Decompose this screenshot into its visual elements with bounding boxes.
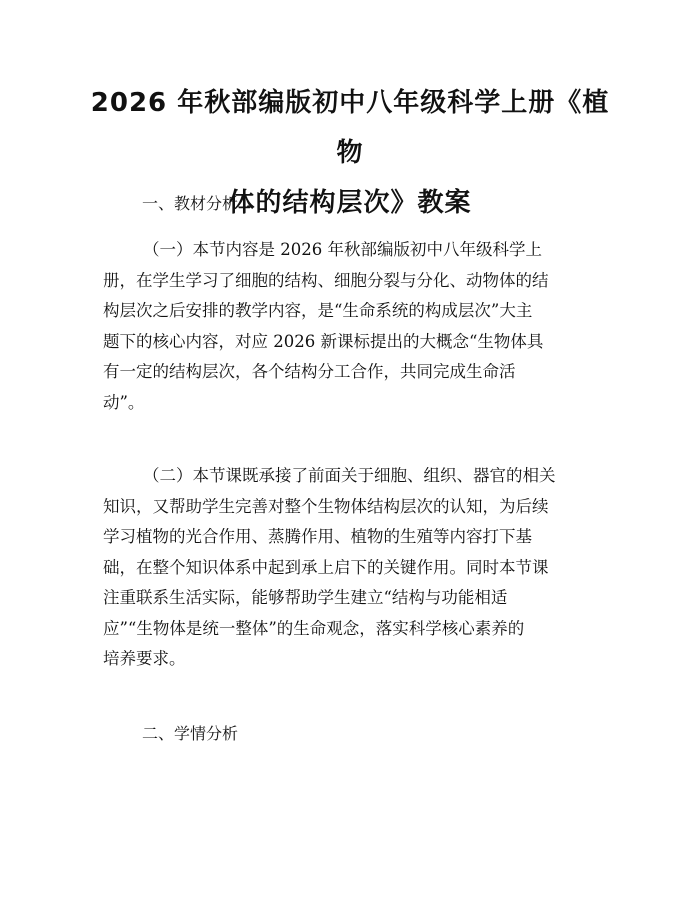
title-line-1: 2026 年秋部编版初中八年级科学上册《植物 — [90, 88, 610, 168]
paragraph-line: （一）本节内容是 2026 年秋部编版初中八年级科学上 — [143, 240, 542, 259]
paragraph-line: 注重联系生活实际，能够帮助学生建立“结构与功能相适 — [103, 588, 508, 607]
paragraph-line: （二）本节课既承接了前面关于细胞、组织、器官的相关 — [143, 466, 556, 485]
paragraph-line: 动”。 — [103, 392, 145, 412]
section-heading-textbook-analysis: 一、教材分析 — [142, 194, 239, 213]
title-line-2: 体的结构层次》教案 — [228, 188, 472, 218]
paragraph-line: 题下的核心内容，对应 2026 新课标提出的大概念“生物体具 — [103, 331, 544, 351]
section-heading-student-analysis: 二、学情分析 — [142, 724, 239, 743]
paragraph-line: 知识，又帮助学生完善对整个生物体结构层次的认知，为后续 — [103, 496, 549, 516]
paragraph-line: 册，在学生学习了细胞的结构、细胞分裂与分化、动物体的结 — [103, 270, 549, 290]
paragraph-line: 有一定的结构层次，各个结构分工合作，共同完成生命活 — [103, 362, 516, 381]
paragraph-line: 应”“生物体是统一整体”的生命观念，落实科学核心素养的 — [103, 618, 525, 638]
paragraph-line: 培养要求。 — [103, 649, 186, 668]
paragraph-line: 构层次之后安排的教学内容，是“生命系统的构成层次”大主 — [103, 301, 533, 320]
paragraph-textbook-analysis-2 — [103, 461, 599, 675]
paragraph-textbook-analysis-1 — [103, 235, 599, 418]
paragraph-line: 学习植物的光合作用、蒸腾作用、植物的生殖等内容打下基 — [103, 527, 532, 546]
paragraph-line: 础，在整个知识体系中起到承上启下的关键作用。同时本节课 — [103, 557, 549, 577]
